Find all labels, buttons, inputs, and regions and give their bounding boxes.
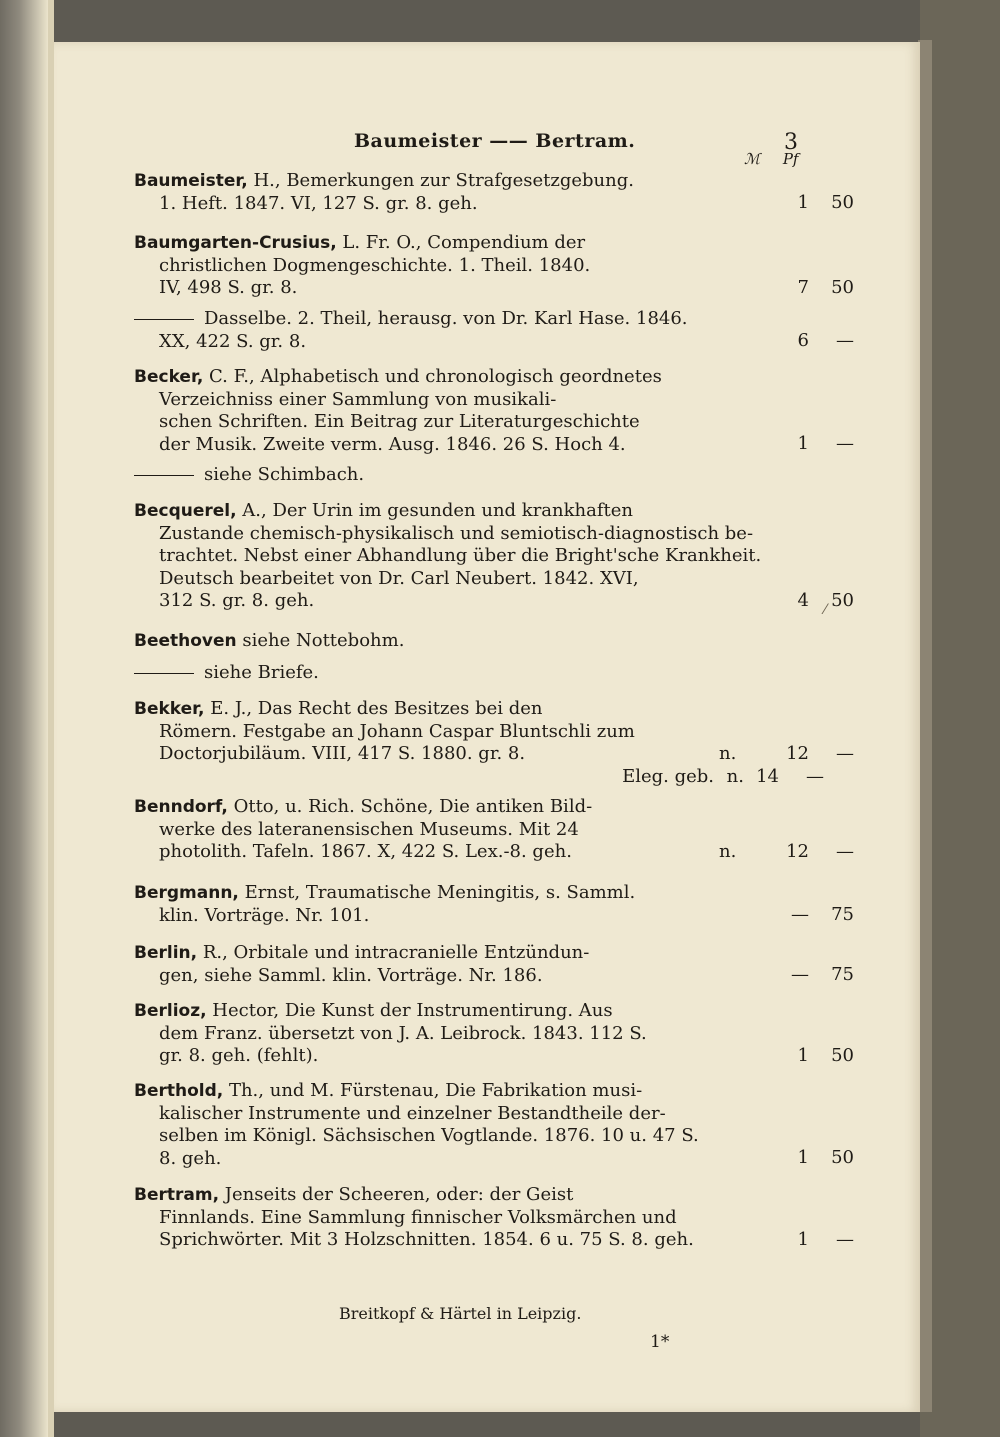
entry-text: Dasselbe. 2. Theil, herausg. von Dr. Karl Hase. 1846.	[204, 308, 688, 329]
entry-line: dem Franz. übersetzt von J. A. Leibrock. 1843. 112 S.	[159, 1022, 647, 1044]
entry-line: Becquerel, A., Der Urin im gesunden und krankhaften	[134, 500, 633, 521]
price	[719, 841, 869, 864]
entry-dasselbe	[134, 308, 854, 353]
pencil-mark: ⁄	[824, 602, 827, 618]
price-marks: 1	[797, 1045, 809, 1066]
entry-line: christlichen Dogmengeschichte. 1. Theil. 1840.	[159, 254, 591, 276]
price-pfennig: 75	[831, 964, 854, 985]
price-pfennig: 75	[831, 904, 854, 925]
entry-line: klin. Vorträge. Nr. 101.	[159, 904, 370, 926]
price-pfennig: —	[836, 743, 854, 764]
entry-line: Baumgarten-Crusius, L. Fr. O., Compendium der	[134, 232, 586, 253]
price-pfennig: —	[836, 1229, 854, 1250]
entry-line: 312 S. gr. 8. geh.	[159, 590, 315, 611]
entry-line: Berlin, R., Orbitale und intracranielle Entzündun-	[134, 942, 590, 963]
entry-author: Bertram,	[134, 1185, 220, 1205]
entry-beethoven	[134, 630, 794, 653]
entry-line: Bertram, Jenseits der Scheeren, oder: der Geist	[134, 1184, 574, 1205]
page-number: 3	[784, 130, 798, 155]
price-pfennig: 50	[831, 277, 854, 298]
currency-header	[744, 150, 798, 168]
entry-baumeister	[134, 170, 854, 215]
entry-line: Berlioz, Hector, Die Kunst der Instrumentirung. Aus	[134, 1000, 613, 1021]
page-header	[54, 122, 920, 155]
price	[749, 964, 869, 987]
entry-text: siehe Briefe.	[204, 662, 319, 683]
currency-mark: ℳ	[744, 150, 761, 168]
signature-mark: 1*	[650, 1332, 670, 1352]
entry-line: XX, 422 S. gr. 8.	[159, 330, 307, 352]
entry-becquerel	[134, 500, 854, 613]
price	[749, 1045, 869, 1068]
price-pfennig: —	[836, 330, 854, 351]
page	[54, 42, 920, 1412]
price-marks: —	[791, 964, 809, 985]
entry-bertram	[134, 1184, 854, 1252]
book-board	[920, 0, 1000, 1437]
price-marks: —	[791, 904, 809, 925]
price-pfennig: 50	[831, 1045, 854, 1066]
price-marks: 12	[786, 841, 809, 862]
price-marks: 4	[797, 590, 809, 611]
entry-line: selben im Königl. Sächsischen Vogtlande. 1876. 10 u. 47 S.	[159, 1125, 699, 1146]
entry-siehe-schimbach	[134, 464, 794, 487]
entry-line: Berthold, Th., und M. Fürstenau, Die Fabrikation musi-	[134, 1080, 643, 1101]
entry-author: Berlin,	[134, 943, 198, 963]
price-pfennig: —	[806, 766, 824, 787]
entry-author: Becker,	[134, 367, 204, 387]
entry-line: Becker, C. F., Alphabetisch und chronologisch geordnetes	[134, 366, 662, 387]
entry-line: gr. 8. geh. (fehlt).	[159, 1045, 319, 1066]
entry-line: Römern. Festgabe an Johann Caspar Bluntschli zum	[159, 720, 635, 742]
price-marks: 1	[797, 433, 809, 454]
price-marks: 12	[786, 743, 809, 764]
page-edge	[918, 40, 932, 1412]
price-pfennig: 50	[831, 1147, 854, 1168]
entry-siehe-briefe	[134, 662, 794, 685]
price-pfennig: 50	[831, 192, 854, 213]
entry-author: Berthold,	[134, 1081, 224, 1101]
ditto-dash	[134, 319, 194, 320]
entry-line	[134, 308, 794, 331]
price	[749, 1147, 869, 1170]
price-marks: 14	[756, 766, 779, 787]
entry-line: Beethoven siehe Nottebohm.	[134, 630, 405, 651]
entry-baumgarten	[134, 232, 854, 300]
entry-berlin	[134, 942, 854, 987]
price-marks: 7	[797, 277, 809, 298]
entry-author: Becquerel,	[134, 501, 237, 521]
price	[719, 743, 869, 766]
price	[749, 904, 869, 927]
entry-line: Bergmann, Ernst, Traumatische Meningitis, s. Samml.	[134, 882, 636, 903]
price-marks: 1	[797, 1229, 809, 1250]
price	[749, 192, 869, 215]
price-marks: 1	[797, 1147, 809, 1168]
entry-line	[134, 662, 794, 685]
price	[749, 277, 869, 300]
book-spine	[0, 0, 48, 1437]
price	[749, 330, 869, 353]
ditto-dash	[134, 673, 194, 674]
entry-line: 1. Heft. 1847. VI, 127 S. gr. 8. geh.	[159, 192, 478, 214]
entry-line: Verzeichniss einer Sammlung von musikali-	[159, 388, 557, 410]
entry-line: kalischer Instrumente und einzelner Bestandtheile der-	[159, 1102, 666, 1124]
entry-author: Bekker,	[134, 699, 205, 719]
entry-line: 8. geh.	[159, 1147, 222, 1169]
entry-line: schen Schriften. Ein Beitrag zur Literaturgeschichte	[159, 411, 640, 432]
publisher-imprint: Breitkopf & Härtel in Leipzig.	[339, 1304, 582, 1323]
price-pfennig: —	[836, 433, 854, 454]
price-pfennig: 50	[831, 590, 854, 611]
currency-pfennig: Pf	[782, 150, 799, 168]
entry-berlioz	[134, 1000, 854, 1068]
entry-line: gen, siehe Samml. klin. Vorträge. Nr. 186.	[159, 964, 543, 986]
entry-line: der Musik. Zweite verm. Ausg. 1846. 26 S. Hoch 4.	[159, 433, 626, 455]
entry-line	[134, 464, 794, 487]
entry-author: Benndorf,	[134, 797, 228, 817]
entry-line: Finnlands. Eine Sammlung finnischer Volksmärchen und	[159, 1206, 677, 1228]
entry-author: Baumgarten-Crusius,	[134, 233, 337, 253]
price	[749, 433, 869, 456]
entry-line: Baumeister, H., Bemerkungen zur Strafgesetzgebung.	[134, 170, 634, 191]
price-pfennig: —	[836, 841, 854, 862]
entry-becker	[134, 366, 854, 456]
entry-line: Benndorf, Otto, u. Rich. Schöne, Die antiken Bild-	[134, 796, 593, 817]
price-net: n.	[719, 743, 737, 764]
price	[749, 590, 869, 613]
ditto-dash	[134, 475, 194, 476]
entry-text: siehe Schimbach.	[204, 464, 365, 485]
entry-line: Zustande chemisch-physikalisch und semiotisch-diagnostisch be-	[159, 522, 754, 544]
running-head: Baumeister —— Bertram.	[354, 130, 636, 152]
price-marks: 6	[797, 330, 809, 351]
entry-line: Sprichwörter. Mit 3 Holzschnitten. 1854. 6 u. 75 S. 8. geh.	[159, 1229, 694, 1250]
price-net: n.	[726, 766, 744, 787]
entry-line: IV, 498 S. gr. 8.	[159, 277, 298, 298]
price	[749, 1229, 869, 1252]
entry-line: photolith. Tafeln. 1867. X, 422 S. Lex.-8. geh.	[159, 841, 572, 862]
entry-author: Bergmann,	[134, 883, 239, 903]
entry-line: werke des lateranensischen Museums. Mit 24	[159, 818, 579, 840]
entry-line: trachtet. Nebst einer Abhandlung über die Bright'sche Krankheit.	[159, 545, 762, 566]
entry-berthold	[134, 1080, 854, 1170]
entry-bekker	[134, 698, 854, 788]
entry-line: Deutsch bearbeitet von Dr. Carl Neubert. 1842. XVI,	[159, 567, 639, 589]
entry-line: Bekker, E. J., Das Recht des Besitzes bei den	[134, 698, 543, 719]
price-marks: 1	[797, 192, 809, 213]
price-label: Eleg. geb.	[622, 766, 714, 787]
entry-benndorf	[134, 796, 854, 864]
entry-author: Berlioz,	[134, 1001, 207, 1021]
entry-author: Beethoven	[134, 631, 237, 651]
entry-bergmann	[134, 882, 854, 927]
entry-author: Baumeister,	[134, 171, 248, 191]
price-net: n.	[719, 841, 737, 862]
entry-line: Doctorjubiläum. VIII, 417 S. 1880. gr. 8.	[159, 743, 526, 764]
price-bound	[594, 766, 874, 789]
